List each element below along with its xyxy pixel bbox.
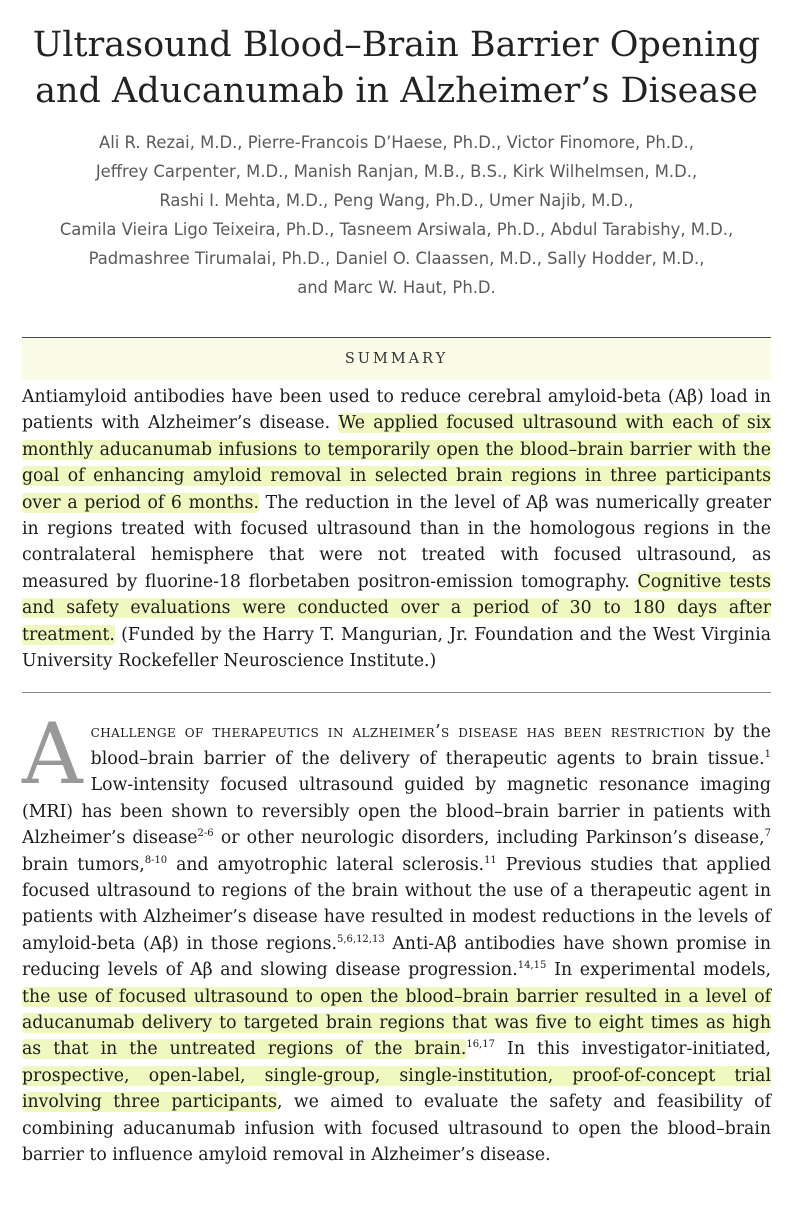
author-line: Rashi I. Mehta, M.D., Peng Wang, Ph.D., Umer Najib, M.D., [159,191,634,210]
citation: 1 [764,749,771,761]
author-line: and Marc W. Haut, Ph.D. [297,278,496,297]
author-line: Padmashree Tirumalai, Ph.D., Daniel O. Claassen, M.D., Sally Hodder, M.D., [88,249,705,268]
body-text-segment: by the blood–brain barrier of the delivery of therapeutic agents to brain tissue. [90,722,771,769]
drop-cap: A [22,705,83,804]
citation: 16,17 [466,1039,495,1051]
citation: 14,15 [517,960,547,972]
body-text-segment: , we aimed to evaluate the safety and feasibility of combining aducanumab infusion with focused ultrasound to open the blood–brain barrier to influence amyloid removal in Alzheimer’s disease. [22,1092,771,1165]
citation: 2-6 [197,828,214,840]
summary-highlight: Cognitive tests and safety evaluations were conducted over a period of 30 to 180 days after treatment. [22,571,771,645]
summary-funding: (Funded by the Harry T. Mangurian, Jr. Foundation and the West Virginia University Rockefeller Neuroscience Institute.) [22,624,771,672]
body-paragraph [22,705,772,1168]
section-divider [22,692,771,693]
body-text-segment: Previous studies that applied focused ultrasound to regions of the brain without the use of a therapeutic agent in patients with Alzheimer’s disease have resulted in modest reductions in the levels of amyloid-beta (Aβ) in those regions. [22,854,772,954]
body-text-segment: In this investigator-initiated, [507,1039,771,1060]
citation: 7 [764,828,772,840]
body-text-segment: Low-intensity focused ultrasound guided by magnetic resonance imaging (MRI) has been shown to reversibly open the blood–brain barrier in patients with Alzheimer’s disease [22,775,771,849]
body-text-segment: Anti-Aβ antibodies have shown promise in reducing levels of Aβ and slowing disease progression. [22,933,771,981]
lead-in-smallcaps: challenge of therapeutics in alzheimer’s disease has been restriction [90,722,706,743]
author-line: Ali R. Rezai, M.D., Pierre-Francois D’Haese, Ph.D., Victor Finomore, Ph.D., [99,133,694,152]
summary-text-segment: Antiamyloid antibodies have been used to reduce cerebral amyloid-beta (Aβ) load in patients with Alzheimer’s disease. [22,387,771,434]
summary-text-segment: The reduction in the level of Aβ was numerically greater in regions treated with focused ultrasound than in the homologous regions in the contralateral hemisphere that were not treated with focused ultrasound, as measured by fluorine-18 florbetaben positron-emission tomography. [22,492,772,592]
author-list [22,128,771,302]
article-title: Ultrasound Blood–Brain Barrier Opening and Aducanumab in Alzheimer’s Disease [32,25,761,111]
summary-highlight: We applied focused ultrasound with each of six monthly aducanumab infusions to temporarily open the blood–brain barrier with the goal of enhancing amyloid removal in selected brain regions in three participants over a period of 6 months. [22,413,771,513]
citation: 5,6,12,13 [336,933,385,945]
body-text-segment: In experimental models, [554,960,771,981]
citation: 11 [484,854,497,866]
body-highlight: the use of focused ultrasound to open the blood–brain barrier resulted in a level of aducanumab delivery to targeted brain regions that was five to eight times as high as that in the untreated regions of the brain. [22,986,771,1060]
summary-label: SUMMARY [344,351,449,367]
body-text-segment: and amyotrophic lateral sclerosis. [176,854,485,875]
article-page [0,22,791,1222]
body-highlight: prospective, open-label, single-group, single-institution, proof-of-concept trial involving three participants [22,1065,771,1113]
body-text-segment: brain tumors, [22,854,145,875]
summary-paragraph [22,384,771,674]
citation: 8-10 [144,854,168,866]
body-text-segment: or other neurologic disorders, including Parkinson’s disease, [220,828,765,849]
author-line: Jeffrey Carpenter, M.D., Manish Ranjan, M.B., B.S., Kirk Wilhelmsen, M.D., [95,162,698,181]
author-line: Camila Vieira Ligo Teixeira, Ph.D., Tasneem Arsiwala, Ph.D., Abdul Tarabishy, M.D., [59,220,734,239]
summary-header [22,337,771,380]
